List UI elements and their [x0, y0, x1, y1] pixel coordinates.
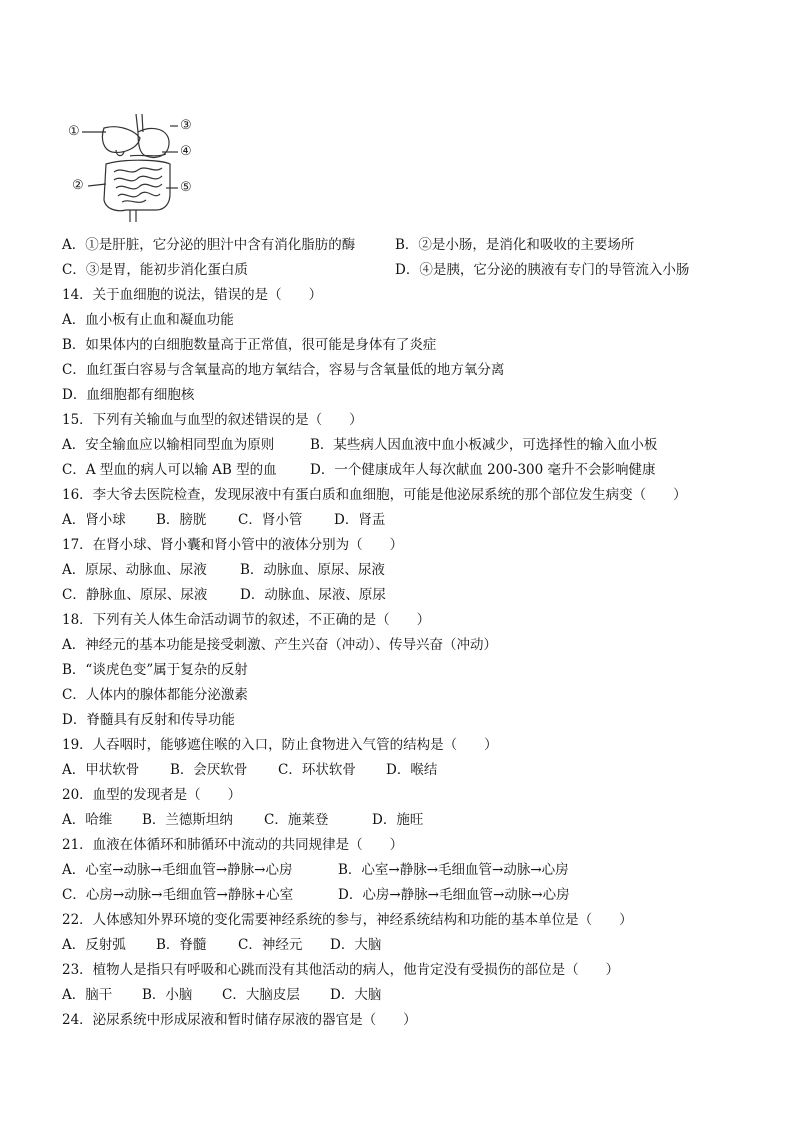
- q19-options-row: [62, 758, 742, 783]
- q14-option-d: D．血细胞都有细胞核: [62, 387, 195, 403]
- q22-option-a: A．反射弧: [62, 937, 126, 953]
- q21-option-c: C．心房→动脉→毛细血管→静脉+心室: [62, 887, 294, 903]
- q21-option-b: B．心室→静脉→毛细血管→动脉→心房: [338, 862, 569, 878]
- q15-option-c: C．A 型血的病人可以输 AB 型的血: [62, 462, 277, 478]
- q17-stem: 17．在肾小球、肾小囊和肾小管中的液体分别为（ ）: [62, 537, 404, 553]
- q16-option-a: A．肾小球: [62, 512, 126, 528]
- q18-option-c: C．人体内的腺体都能分泌激素: [62, 687, 248, 703]
- q19-option-c: C．环状软骨: [278, 762, 356, 778]
- digestive-system-figure: [66, 114, 206, 226]
- q13-options-row-1: [62, 233, 742, 258]
- q21-stem: 21．血液在体循环和肺循环中流动的共同规律是（ ）: [62, 837, 404, 853]
- q17-options-row-1: [62, 558, 742, 583]
- q16-option-b: B．膀胱: [156, 512, 207, 528]
- q18-option-a: A．神经元的基本功能是接受刺激、产生兴奋（冲动）、传导兴奋（冲动）: [62, 637, 497, 653]
- q13-option-b: B．②是小肠，是消化和吸收的主要场所: [395, 237, 635, 253]
- q22-stem: 22．人体感知外界环境的变化需要神经系统的参与，神经系统结构和功能的基本单位是（ ）: [62, 912, 633, 928]
- q21-option-d: D．心房→静脉→毛细血管→动脉→心房: [338, 887, 570, 903]
- question-list: [62, 233, 742, 1033]
- q24-stem: 24．泌尿系统中形成尿液和暂时储存尿液的器官是（ ）: [62, 1012, 417, 1028]
- q23-stem: 23．植物人是指只有呼吸和心跳而没有其他活动的病人，他肯定没有受损伤的部位是（ ）: [62, 962, 620, 978]
- q14-stem: 14．关于血细胞的说法，错误的是（ ）: [62, 287, 323, 303]
- q15-option-b: B．某些病人因血液中血小板减少，可选择性的输入血小板: [310, 437, 658, 453]
- q15-options-row-1: [62, 433, 742, 458]
- figure-label-4: ④: [180, 144, 192, 159]
- q13-option-a: A．①是肝脏，它分泌的胆汁中含有消化脂肪的酶: [62, 237, 356, 253]
- q15-stem: 15．下列有关输血与血型的叙述错误的是（ ）: [62, 412, 363, 428]
- q14-option-b: B．如果体内的白细胞数量高于正常值，很可能是身体有了炎症: [62, 337, 437, 353]
- q22-option-b: B．脊髓: [156, 937, 207, 953]
- figure-label-5: ⑤: [180, 180, 192, 195]
- figure-label-1: ①: [68, 124, 80, 139]
- q21-options-row-1: [62, 858, 742, 883]
- q15-options-row-2: [62, 458, 742, 483]
- q23-options-row: [62, 983, 742, 1008]
- q22-option-c: C．神经元: [238, 937, 303, 953]
- q17-option-c: C．静脉血、原尿、尿液: [62, 587, 208, 603]
- q21-option-a: A．心室→动脉→毛细血管→静脉→心房: [62, 862, 293, 878]
- q18-stem: 18．下列有关人体生命活动调节的叙述，不正确的是（ ）: [62, 612, 431, 628]
- q15-option-a: A．安全输血应以输相同型血为原则: [62, 437, 275, 453]
- q23-option-b: B．小脑: [142, 987, 193, 1003]
- q21-options-row-2: [62, 883, 742, 908]
- q20-option-b: B．兰德斯坦纳: [142, 812, 233, 828]
- q22-options-row: [62, 933, 742, 958]
- q18-option-d: D．脊髓具有反射和传导功能: [62, 712, 235, 728]
- q17-option-b: B．动脉血、原尿、尿液: [240, 562, 385, 578]
- q20-option-d: D．施旺: [372, 812, 424, 828]
- q23-option-c: C．大脑皮层: [222, 987, 300, 1003]
- figure-label-2: ②: [72, 178, 84, 193]
- q16-stem: 16．李大爷去医院检查，发现尿液中有蛋白质和血细胞，可能是他泌尿系统的那个部位发生病变（ ）: [62, 487, 687, 503]
- q13-option-d: D．④是胰，它分泌的胰液有专门的导管流入小肠: [395, 262, 690, 278]
- q19-option-b: B．会厌软骨: [170, 762, 248, 778]
- q13-option-c: C．③是胃，能初步消化蛋白质: [62, 262, 248, 278]
- q20-option-c: C．施莱登: [264, 812, 329, 828]
- q20-option-a: A．哈维: [62, 812, 113, 828]
- q18-option-b: B．“谈虎色变”属于复杂的反射: [62, 662, 248, 678]
- q14-option-a: A．血小板有止血和凝血功能: [62, 312, 234, 328]
- q16-option-d: D．肾盂: [334, 512, 386, 528]
- q17-option-d: D．动脉血、尿液、原尿: [240, 587, 386, 603]
- q20-stem: 20．血型的发现者是（ ）: [62, 787, 242, 803]
- q20-options-row: [62, 808, 742, 833]
- q17-options-row-2: [62, 583, 742, 608]
- q22-option-d: D．大脑: [330, 937, 382, 953]
- q15-option-d: D．一个健康成年人每次献血 200-300 毫升不会影响健康: [310, 462, 656, 478]
- q19-stem: 19．人吞咽时，能够遮住喉的入口，防止食物进入气管的结构是（ ）: [62, 737, 498, 753]
- q17-option-a: A．原尿、动脉血、尿液: [62, 562, 207, 578]
- q13-options-row-2: [62, 258, 742, 283]
- q19-option-a: A．甲状软骨: [62, 762, 140, 778]
- q23-option-d: D．大脑: [330, 987, 382, 1003]
- q23-option-a: A．脑干: [62, 987, 113, 1003]
- q19-option-d: D．喉结: [386, 762, 438, 778]
- figure-label-3: ③: [180, 118, 192, 133]
- q16-options-row: [62, 508, 742, 533]
- q14-option-c: C．血红蛋白容易与含氧量高的地方氧结合，容易与含氧量低的地方氧分离: [62, 362, 505, 378]
- q16-option-c: C．肾小管: [238, 512, 303, 528]
